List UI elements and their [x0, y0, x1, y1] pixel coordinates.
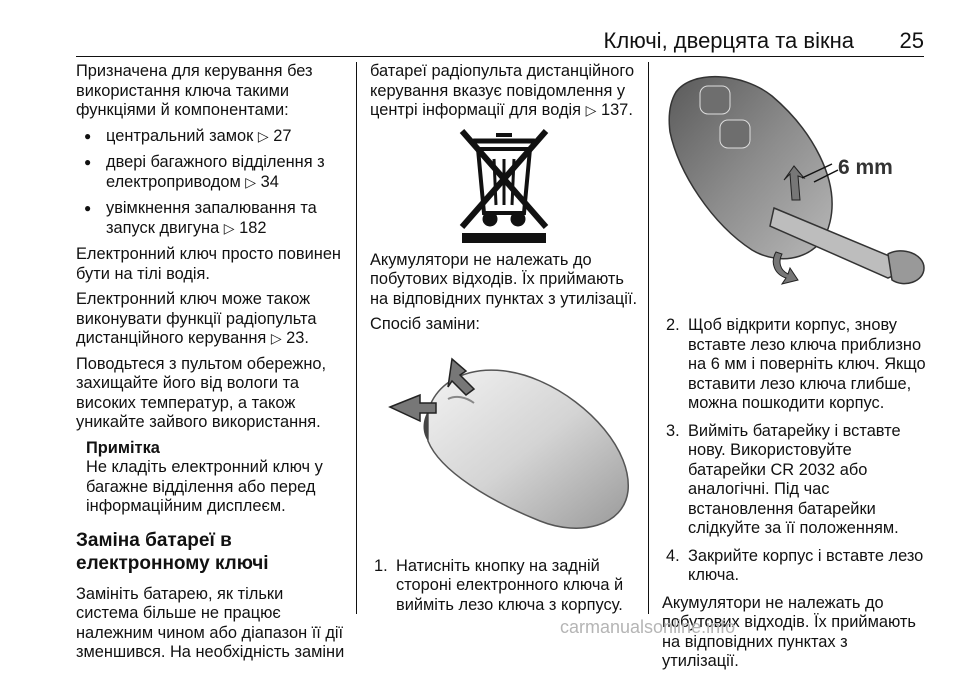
page-title: Ключі, дверцята та вікна [603, 28, 854, 53]
step-text: Щоб відкрити корпус, знову вставте лезо ключа приблизно на 6 мм і поверніть ключ. Якщо вставити лезо ключа глибше, можна пошкодити корпус. [688, 316, 926, 412]
paragraph: Спосіб заміни: [370, 315, 480, 333]
step-number: 2. [666, 316, 680, 334]
paragraph: батареї радіопульта дистанційного керування вказує повідомлення у центрі інформації для водія ▷ 137. [370, 62, 635, 119]
steps-list [370, 557, 638, 616]
page-header [76, 22, 924, 54]
list-item: ● увімкнення запалювання та запуск двигуна ▷ 182 [76, 199, 346, 238]
list-item [370, 557, 638, 616]
paragraph: Електронний ключ може також виконувати функції радіопульта дистанційного керування ▷ 23. [76, 290, 317, 347]
page-ref-icon[interactable]: ▷ [270, 330, 282, 346]
steps-list [662, 316, 928, 586]
key-blade-illustration [662, 62, 928, 298]
column-3 [662, 62, 928, 678]
list-item [662, 547, 928, 586]
section-title: Заміна батареї в електронному ключі [76, 529, 269, 574]
list-item: ● двері багажного відділення з електроприводом ▷ 34 [76, 153, 346, 192]
page-ref[interactable]: 23 [286, 329, 305, 347]
column-1 [76, 62, 346, 669]
feature-list [76, 127, 346, 239]
recycling-bin-icon [370, 127, 638, 245]
note-block [76, 439, 346, 517]
step-text: Натисніть кнопку на задній стороні електронного ключа й вийміть лезо ключа з корпусу. [396, 556, 624, 614]
paragraph: Поводьтеся з пультом обережно, захищайте його від вологи та високих температур, а також уникайте зайвого використання. [76, 354, 327, 431]
paragraph: Замініть батарею, як тільки система більше не працює належним чином або діапазон її дії зменшився. На необхідність заміни [76, 584, 345, 661]
step-text: Закрийте корпус і вставте лезо ключа. [688, 546, 924, 584]
figure-label: 6 mm [838, 156, 893, 179]
step-number: 1. [374, 556, 388, 575]
column-divider-1 [356, 62, 357, 614]
page-ref-icon[interactable]: ▷ [257, 127, 269, 144]
page-ref-icon[interactable]: ▷ [223, 219, 235, 236]
list-item [662, 422, 928, 539]
page-ref-icon[interactable]: ▷ [245, 173, 257, 190]
page-ref-icon[interactable]: ▷ [585, 102, 597, 118]
list-item [662, 316, 928, 414]
page-ref[interactable]: 34 [260, 172, 279, 191]
column-2 [370, 62, 638, 623]
page-ref[interactable]: 27 [273, 126, 292, 145]
step-number: 4. [666, 546, 680, 565]
page-ref[interactable]: 182 [239, 218, 267, 237]
intro-paragraph: Призначена для керування без використання ключа такими функціями й компонентами: [76, 62, 313, 119]
paragraph: Акумулятори не належать до побутових відходів. Їх приймають на відповідних пунктах з утилізації. [662, 593, 916, 670]
watermark: carmanualsonline.info [560, 617, 736, 637]
header-divider [76, 56, 924, 57]
column-divider-2 [648, 62, 649, 614]
page-ref[interactable]: 137 [600, 101, 629, 119]
list-item: ● центральний замок ▷ 27 [76, 127, 346, 147]
paragraph: Електронний ключ просто повинен бути на тілі водія. [76, 245, 341, 283]
step-text: Вийміть батарейку і вставте нову. Використовуйте батарейки CR 2032 або аналогічні. Під час встановлення батарейки слідкуйте за її положенням. [688, 421, 901, 537]
note-label: Примітка [86, 438, 160, 457]
paragraph: Акумулятори не належать до побутових відходів. Їх приймають на відповідних пунктах з утилізації. [370, 250, 638, 308]
step-number: 3. [666, 421, 680, 440]
key-fob-illustration [370, 341, 638, 541]
note-text: Не кладіть електронний ключ у багажне відділення або перед інформаційним дисплеєм. [86, 458, 323, 515]
page-number: 25 [899, 28, 924, 53]
